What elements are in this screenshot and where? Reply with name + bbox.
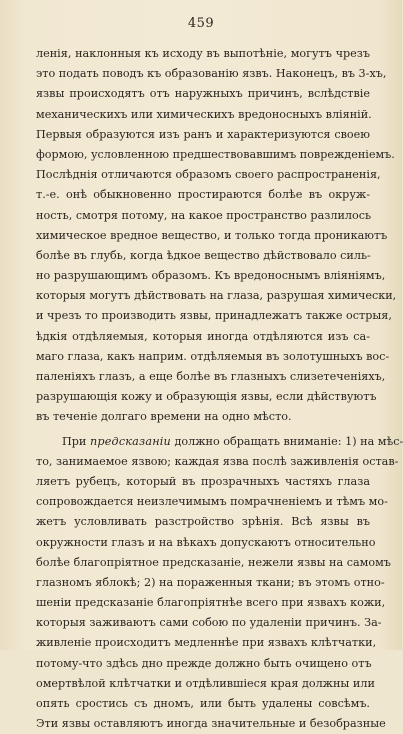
text-line: разрушающія кожу и образующія язвы, если дѣйствуютъ	[36, 390, 377, 404]
text-line: потому-что здѣсь дно прежде должно быть очищено отъ	[36, 656, 372, 670]
text-line: Эти язвы оставляютъ иногда значительные и безобразные	[36, 717, 386, 731]
text-line: это подать поводъ къ образованію язвъ. Наконецъ, въ 3-хъ,	[36, 67, 387, 81]
text-line: то, занимаемое язвою; каждая язва послѣ заживленія остав-	[36, 454, 399, 468]
text-line: опять сростись съ дномъ, или быть удалены совсѣмъ.	[36, 697, 370, 710]
text-line: Послѣднія отличаются образомъ своего распространенія,	[36, 168, 381, 182]
text-line: которыя заживаютъ сами собою по удаленіи причинъ. За-	[36, 616, 382, 630]
text-line: химическое вредное вещество, и только тогда проникаютъ	[36, 228, 388, 242]
text-line: и чрезъ то производить язвы, принадлежатъ также острыя,	[36, 309, 392, 323]
text-fragment: При	[62, 434, 87, 448]
text-line: Первыя образуются изъ ранъ и характеризуются своею	[36, 127, 370, 141]
text-line: ляетъ рубецъ, который въ прозрачныхъ частяхъ глаза	[36, 474, 370, 488]
text-line: шеніи предсказаніе благопріятнѣе всего при язвахъ кожи,	[36, 596, 386, 610]
paragraph-2	[36, 432, 403, 734]
text-line-first	[36, 432, 403, 452]
text-line: въ теченіе долгаго времени на одно мѣсто.	[36, 410, 292, 424]
text-line: которыя могутъ дѣйствовать на глаза, разрушая химически,	[36, 289, 397, 303]
text-fragment: должно обращать вниманіе: 1) на мѣс-	[174, 434, 403, 448]
text-line: механическихъ или химическихъ вредоносныхъ вліяній.	[36, 107, 372, 121]
italic-term: предсказаніи	[89, 434, 171, 448]
page-number: 459	[187, 16, 215, 31]
text-line: болѣе благопріятное предсказаніе, нежели язвы на самомъ	[36, 555, 391, 569]
text-line: омертвѣлой клѣтчатки и отдѣлившіеся края должны или	[36, 676, 375, 690]
text-line: маго глаза, какъ наприм. отдѣляемыя въ золотушныхъ вос-	[36, 349, 390, 363]
text-line: но разрушающимъ образомъ. Къ вредоноснымъ вліяніямъ,	[36, 269, 386, 283]
text-line: болѣе въ глубь, когда ѣдкое вещество дѣйствовало силь-	[36, 248, 371, 262]
text-line: сопровождается неизлечимымъ помрачненіемъ и тѣмъ мо-	[36, 495, 388, 509]
text-line: паленіяхъ глазъ, а еще болѣе въ глазныхъ слизетеченіяхъ,	[36, 370, 386, 383]
text-line: жетъ условливать разстройство зрѣнія. Всѣ язвы въ	[36, 515, 370, 529]
body-text	[36, 44, 403, 734]
paragraph-1	[36, 44, 397, 428]
text-line: ность, смотря потому, на какое пространство разлилось	[36, 208, 372, 222]
text-line: ѣдкія отдѣляемыя, которыя иногда отдѣляются изъ са-	[36, 329, 370, 343]
text-line: живленіе происходитъ медленнѣе при язвахъ клѣтчатки,	[36, 636, 377, 650]
text-line: глазномъ яблокѣ; 2) на пораженныя ткани; въ этомъ отно-	[36, 575, 385, 589]
text-line: т.-е. онѣ обыкновенно простираются болѣе въ окруж-	[36, 188, 370, 202]
text-line: язвы происходятъ отъ наружныхъ причинъ, вслѣдствіе	[36, 87, 370, 101]
text-line: формою, условленною предшествовавшимъ поврежденіемъ.	[36, 147, 395, 161]
text-line: окружности глазъ и на вѣкахъ допускаютъ относительно	[36, 535, 376, 549]
text-line: ленія, наклонныя къ исходу въ выпотѣніе, могутъ чрезъ	[36, 47, 370, 60]
